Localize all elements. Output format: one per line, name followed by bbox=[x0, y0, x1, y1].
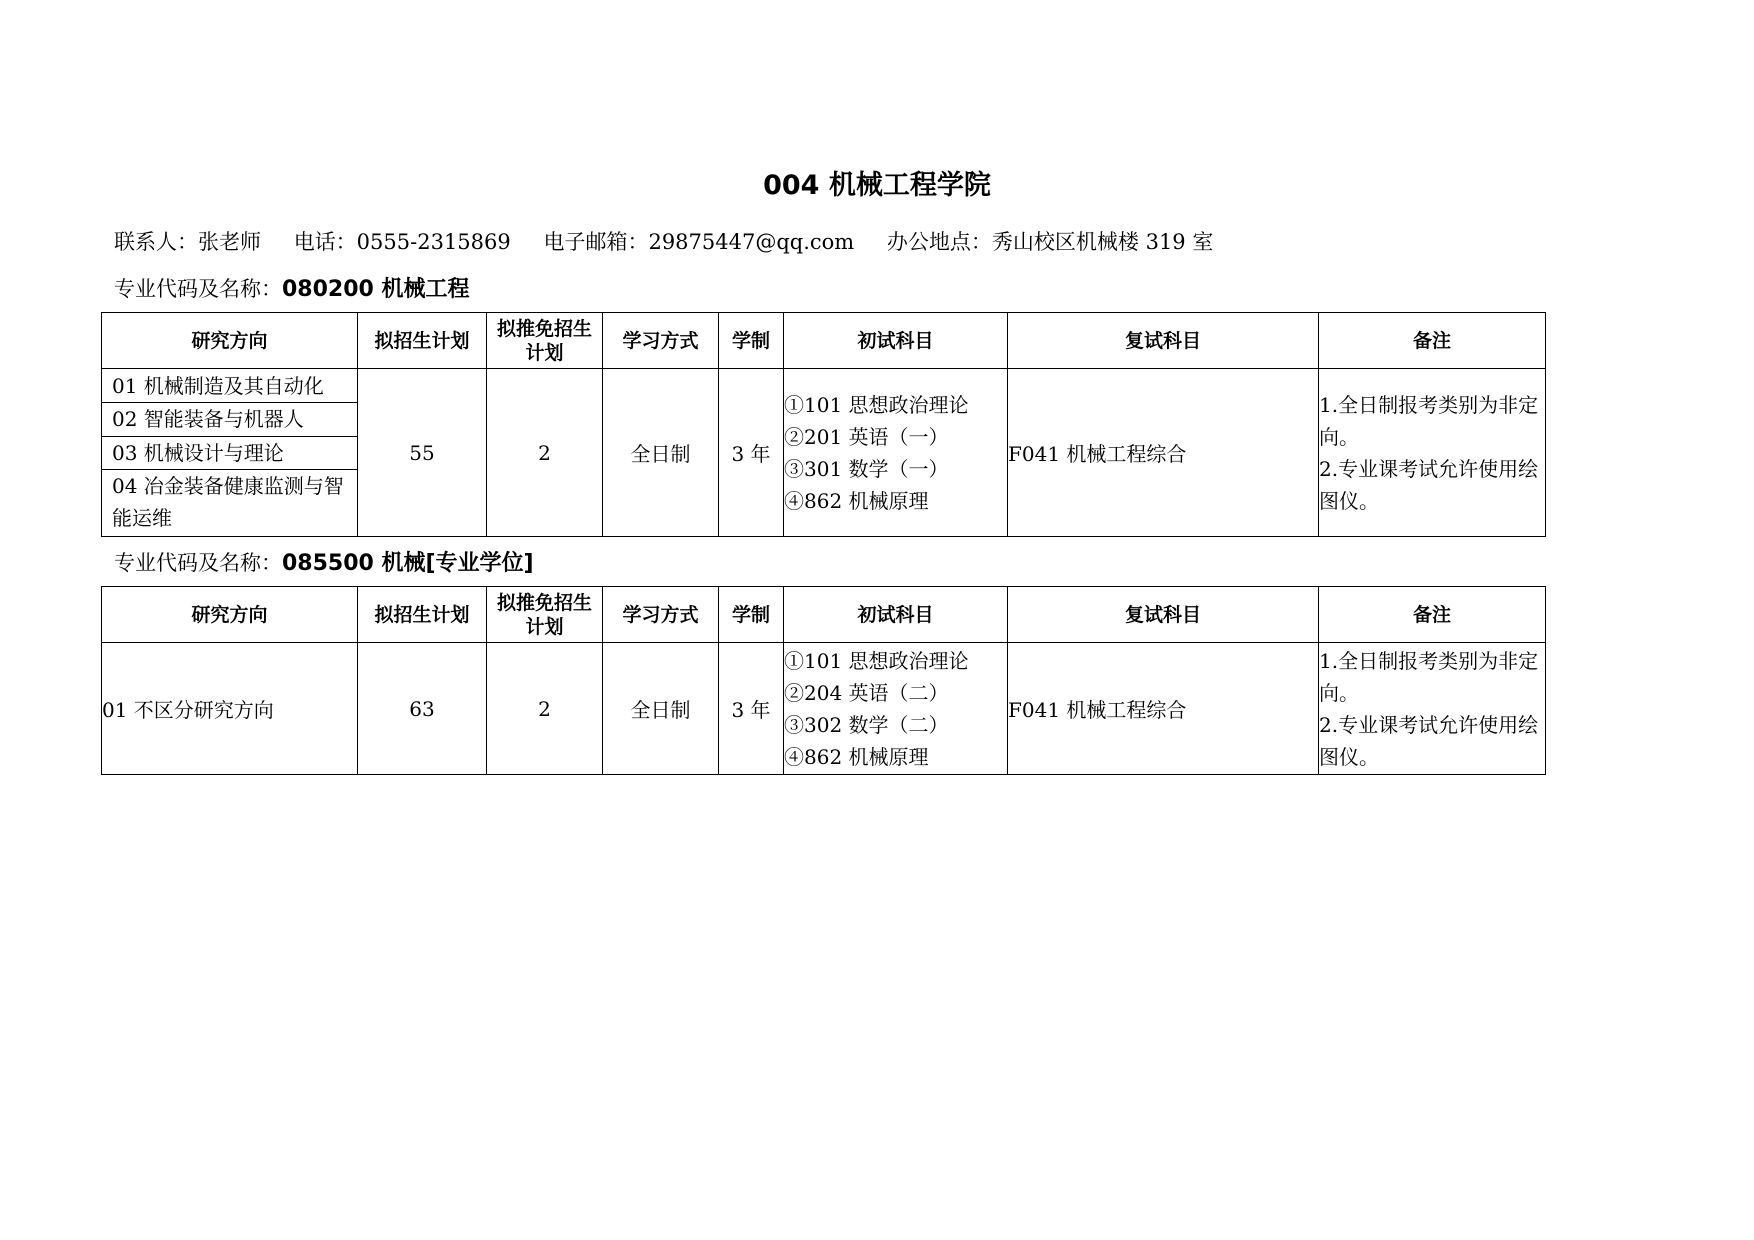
direction-item: 01 机械制造及其自动化 bbox=[102, 370, 357, 403]
remarks bbox=[1319, 369, 1546, 537]
contact-person: 联系人：张老师 bbox=[114, 230, 261, 254]
exam-subjects bbox=[784, 643, 1008, 775]
enrollment-table-2 bbox=[101, 586, 1546, 775]
enrollment-table-1 bbox=[101, 312, 1546, 537]
direction-item: 03 机械设计与理论 bbox=[102, 437, 357, 470]
exam-subject: ①101 思想政治理论 bbox=[784, 648, 969, 673]
header-mode: 学习方式 bbox=[603, 587, 719, 643]
exam-subject: ②204 英语（二） bbox=[784, 680, 949, 705]
header-exam: 初试科目 bbox=[784, 313, 1008, 369]
major-heading-2 bbox=[114, 546, 534, 577]
study-years: 3 年 bbox=[719, 369, 784, 537]
header-exempt bbox=[487, 313, 603, 369]
directions-cell bbox=[102, 369, 358, 537]
header-years: 学制 bbox=[719, 587, 784, 643]
header-retest: 复试科目 bbox=[1008, 313, 1319, 369]
study-mode: 全日制 bbox=[603, 643, 719, 775]
retest-subject: F041 机械工程综合 bbox=[1008, 369, 1319, 537]
major-heading-1 bbox=[114, 272, 470, 303]
remark-item: 2.专业课考试允许使用绘图仪。 bbox=[1319, 712, 1539, 769]
header-mode: 学习方式 bbox=[603, 313, 719, 369]
table-header-row bbox=[102, 313, 1546, 369]
header-retest: 复试科目 bbox=[1008, 587, 1319, 643]
major-label: 专业代码及名称： bbox=[114, 277, 282, 301]
table-header-row bbox=[102, 587, 1546, 643]
contact-office: 办公地点：秀山校区机械楼 319 室 bbox=[886, 230, 1214, 254]
exempt-count: 2 bbox=[487, 369, 603, 537]
header-remarks: 备注 bbox=[1319, 587, 1546, 643]
header-direction: 研究方向 bbox=[102, 587, 358, 643]
remark-item: 1.全日制报考类别为非定向。 bbox=[1319, 648, 1539, 705]
direction-item: 01 不区分研究方向 bbox=[102, 643, 358, 775]
header-exempt-text: 拟推免招生计划 bbox=[497, 317, 593, 364]
contact-phone: 电话：0555-2315869 bbox=[293, 230, 511, 254]
header-direction: 研究方向 bbox=[102, 313, 358, 369]
exam-subject: ③301 数学（一） bbox=[784, 456, 949, 481]
direction-item: 02 智能装备与机器人 bbox=[102, 403, 357, 437]
remark-item: 2.专业课考试允许使用绘图仪。 bbox=[1319, 456, 1539, 513]
exam-subject: ②201 英语（一） bbox=[784, 424, 949, 449]
exempt-count: 2 bbox=[487, 643, 603, 775]
exam-subjects bbox=[784, 369, 1008, 537]
remarks bbox=[1319, 643, 1546, 775]
header-plan: 拟招生计划 bbox=[358, 587, 487, 643]
plan-count: 63 bbox=[358, 643, 487, 775]
exam-subject: ③302 数学（二） bbox=[784, 712, 949, 737]
remark-item: 1.全日制报考类别为非定向。 bbox=[1319, 392, 1539, 449]
retest-subject: F041 机械工程综合 bbox=[1008, 643, 1319, 775]
major-code-name: 080200 机械工程 bbox=[282, 277, 470, 302]
direction-item: 04 冶金装备健康监测与智能运维 bbox=[112, 473, 344, 530]
direction-list bbox=[102, 370, 357, 536]
header-exempt-text: 拟推免招生计划 bbox=[497, 591, 593, 638]
exam-subject: ④862 机械原理 bbox=[784, 744, 929, 769]
contact-email: 电子邮箱：29875447@qq.com bbox=[543, 230, 855, 254]
exam-subject: ④862 机械原理 bbox=[784, 488, 929, 513]
study-mode: 全日制 bbox=[603, 369, 719, 537]
plan-count: 55 bbox=[358, 369, 487, 537]
header-years: 学制 bbox=[719, 313, 784, 369]
header-plan: 拟招生计划 bbox=[358, 313, 487, 369]
table-row bbox=[102, 369, 1546, 537]
header-exam: 初试科目 bbox=[784, 587, 1008, 643]
contact-info bbox=[114, 226, 1239, 256]
exam-subject: ①101 思想政治理论 bbox=[784, 392, 969, 417]
page-title: 004 机械工程学院 bbox=[763, 170, 991, 201]
major-code-name: 085500 机械[专业学位] bbox=[282, 551, 534, 576]
study-years: 3 年 bbox=[719, 643, 784, 775]
major-label: 专业代码及名称： bbox=[114, 551, 282, 575]
header-remarks: 备注 bbox=[1319, 313, 1546, 369]
table-row bbox=[102, 643, 1546, 775]
header-exempt bbox=[487, 587, 603, 643]
